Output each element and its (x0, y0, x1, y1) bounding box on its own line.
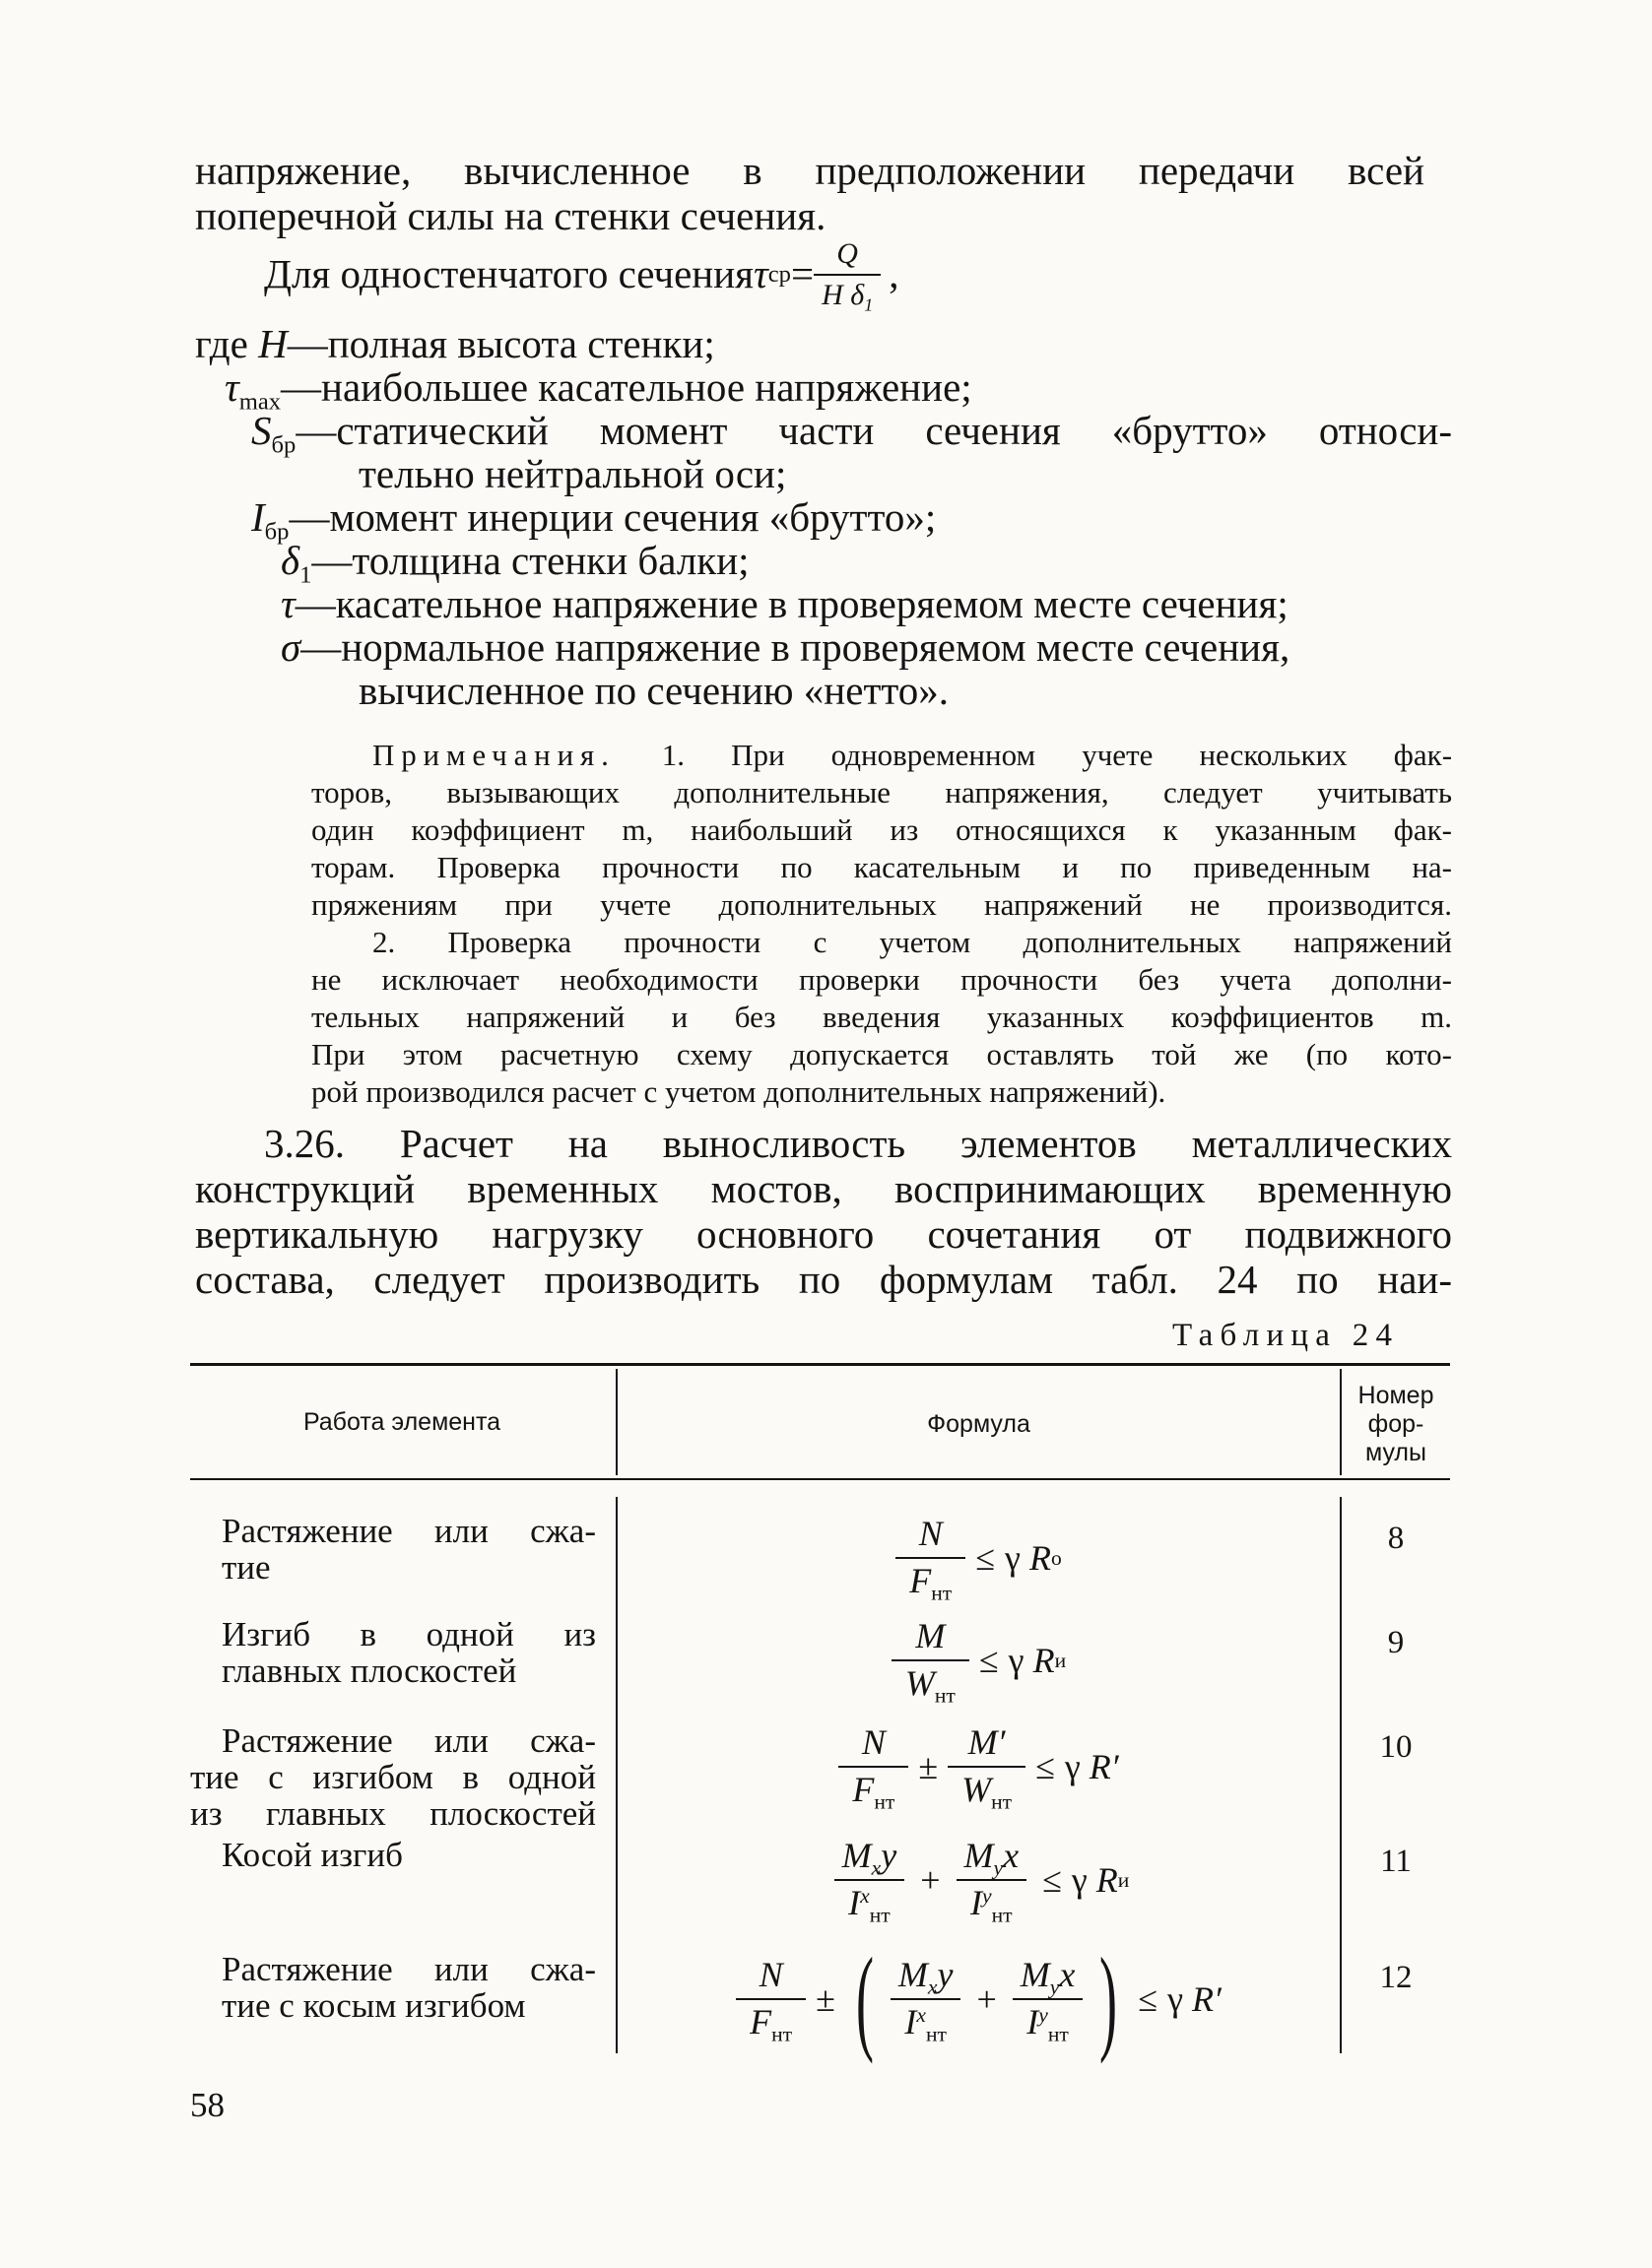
gamma: γ (1064, 1747, 1081, 1786)
denominator (948, 1766, 1025, 1814)
subscript-nt: нт (771, 2022, 793, 2046)
formula-9: $\frac{M}{W_{нт}}$ ≤ γ R и (618, 1611, 1340, 1710)
numerator: N (861, 1722, 886, 1763)
definition-tau-max (225, 364, 972, 416)
definition-subscript: 1 (299, 561, 312, 589)
superscript-x: x (916, 2003, 926, 2028)
pm-sign: ± (816, 1979, 835, 2019)
gamma: γ (1008, 1641, 1024, 1680)
denominator (892, 1659, 969, 1708)
gamma: γ (1005, 1538, 1021, 1578)
tau-den-main: H δ (822, 278, 865, 311)
symbol-W: W (961, 1770, 992, 1809)
denominator (838, 1766, 908, 1814)
note-2-line-1: 2. Проверка прочности с учетом дополнительных напряжений (372, 925, 1452, 959)
page-number: 58 (190, 2086, 225, 2124)
symbol-W: W (904, 1663, 935, 1703)
symbol-F: F (852, 1770, 875, 1809)
work-line: тие с косым изгибом (222, 1985, 526, 2025)
definition-symbol: σ (281, 624, 301, 670)
gamma: γ (1167, 1979, 1183, 2019)
subscript-x: x (927, 1975, 938, 1999)
numerator: M′ (967, 1722, 1006, 1763)
section-line-1: 3.26. Расчет на выносливость элементов металлических (264, 1121, 1452, 1166)
symbol-y: y (937, 1955, 954, 1995)
symbol-M: M (963, 1836, 994, 1876)
symbol-R-prime: R′ (1191, 1979, 1222, 2019)
symbol-x: x (1059, 1955, 1076, 1995)
note-text: 1. При одновременном учете нескольких фак- (661, 738, 1453, 772)
symbol-I: I (848, 1883, 861, 1922)
formula-number-10: 10 (1379, 1729, 1413, 1765)
definition-subscript: max (238, 388, 282, 416)
note-2-line-3: тельных напряжений и без введения указанных коэффициентов m. (311, 1000, 1452, 1034)
fraction (736, 1955, 806, 2046)
le-sign: ≤ (1035, 1747, 1055, 1786)
numerator (828, 1838, 911, 1879)
definition-text: —наибольшее касательное напряжение; (281, 364, 972, 410)
note-1-line-5: пряжениям при учете дополнительных напряжений не производится. (311, 887, 1452, 922)
symbol-M: M (1020, 1955, 1050, 1995)
symbol-R: R (1095, 1860, 1118, 1900)
le-sign: ≤ (975, 1538, 996, 1578)
definition-delta (281, 538, 750, 589)
le-sign: ≤ (978, 1641, 999, 1680)
work-line: главных плоскостей (222, 1651, 517, 1690)
definition-S-br (251, 408, 1452, 459)
table-row-3-work (190, 1723, 596, 1832)
table-row-2-work (222, 1617, 596, 1690)
denominator (1013, 1998, 1083, 2046)
section-line-2: конструкций временных мостов, воспринимающих временную (195, 1166, 1452, 1211)
subscript-x: x (871, 1855, 882, 1880)
formula-12 (618, 1933, 1340, 2064)
work-line: Изгиб в одной из (222, 1615, 596, 1653)
note-1-line-1 (372, 737, 1452, 773)
work-line: Косой изгиб (222, 1836, 403, 1874)
symbol-R: R (1032, 1641, 1055, 1680)
note-2-line-5: рой производился расчет с учетом дополнительных напряжений). (311, 1074, 1166, 1109)
section-line-3: вертикальную нагрузку основного сочетания от подвижного (195, 1211, 1452, 1257)
definition-subscript: бр (271, 431, 297, 459)
superscript-x: x (860, 1884, 870, 1909)
fraction (885, 1955, 967, 2046)
table-header-rule (190, 1478, 1450, 1480)
formula-number-11: 11 (1380, 1844, 1412, 1879)
definition-symbol: τ (225, 364, 239, 410)
subscript-nt: нт (925, 2022, 947, 2046)
fraction (828, 1836, 911, 1927)
subscript-nt: нт (869, 1903, 891, 1927)
table-row-1-work (222, 1514, 596, 1587)
plus-sign: + (920, 1860, 941, 1900)
plus-sign: + (976, 1979, 997, 2019)
denominator (834, 1879, 904, 1927)
note-1-line-2: торов, вызывающих дополнительные напряжения, следует учитывать (311, 775, 1452, 810)
pm-sign: ± (918, 1747, 939, 1786)
definition-text: —толщина стенки балки; (311, 538, 750, 583)
superscript-y: y (982, 1884, 992, 1909)
definition-tau (281, 583, 1289, 626)
intro-line-1: напряжение, вычисленное в предположении передачи всей (195, 148, 1424, 193)
symbol-I: I (1026, 2002, 1039, 2041)
definition-text: —нормальное напряжение в проверяемом месте сечения, (300, 624, 1290, 670)
subscript-y: y (993, 1855, 1004, 1880)
header-number (1342, 1382, 1450, 1466)
tau-tail: , (889, 250, 899, 296)
subscript-nt: нт (1047, 2022, 1069, 2046)
tau-fraction (814, 237, 881, 314)
definition-S-br-cont: тельно нейтральной оси; (359, 451, 787, 496)
tau-den-sub: 1 (864, 293, 874, 314)
definition-symbol: S (251, 408, 272, 453)
subscript-y: y (1049, 1975, 1060, 1999)
tau-denominator (814, 274, 881, 314)
numerator (885, 1957, 967, 1998)
symbol-R-prime: R′ (1089, 1747, 1119, 1786)
numerator: N (918, 1514, 943, 1554)
work-line: Растяжение или сжа- (222, 1721, 596, 1760)
fraction (948, 1722, 1025, 1814)
le-sign: ≤ (1138, 1979, 1158, 2019)
note-1-line-4: торам. Проверка прочности по касательным и по приведенным на- (311, 850, 1452, 884)
note-1-line-3: один коэффициент m, наибольший из относящихся к указанным фак- (311, 812, 1452, 847)
denominator (895, 1557, 965, 1605)
definition-H (195, 323, 715, 366)
formula-number-9: 9 (1387, 1625, 1405, 1660)
subscript-nt: нт (991, 1903, 1013, 1927)
fraction (951, 1836, 1033, 1927)
symbol-y: y (881, 1836, 897, 1876)
symbol-x: x (1003, 1836, 1020, 1876)
tau-formula: Для одностенчатого сечения τ ср = $\frac{Q}{H \delta_1}$ , (264, 237, 899, 314)
fraction (838, 1722, 908, 1814)
symbol-F: F (750, 2002, 772, 2041)
work-line: тие с изгибом в одной (190, 1757, 596, 1796)
definition-text: —касательное напряжение в проверяемом месте сечения; (295, 581, 1289, 626)
definition-subscript: бр (264, 518, 290, 546)
fraction (1007, 1955, 1090, 2046)
header-formula: Формула (927, 1410, 1030, 1438)
table-top-rule (190, 1363, 1450, 1366)
fraction (895, 1514, 965, 1605)
work-line: Растяжение или сжа- (222, 1950, 596, 1988)
work-line: из главных плоскостей (190, 1793, 596, 1833)
definition-symbol: I (251, 494, 265, 540)
work-line: тие (222, 1547, 271, 1587)
intro-line-2: поперечной силы на стенки сечения. (195, 193, 826, 238)
definition-symbol: H (258, 321, 288, 366)
numerator: N (759, 1955, 783, 1995)
formula-11: $\frac{M_xy}{I^x_{нт}}$ + $\frac{M_yx}{I^y_{нт}}$ ≤ γ R и (618, 1826, 1340, 1934)
numerator: M (915, 1616, 946, 1656)
note-2-line-4: При этом расчетную схему допускается оставлять той же (по кото- (311, 1037, 1452, 1071)
tau-equals: = (790, 250, 815, 296)
header-number-line: мулы (1365, 1438, 1426, 1466)
table-row-5-work (222, 1952, 596, 2025)
formula-number-8: 8 (1387, 1521, 1405, 1556)
note-2-line-2: не исключает необходимости проверки прочности без учета дополни- (311, 962, 1452, 997)
symbol-F: F (909, 1561, 932, 1600)
subscript-nt: нт (991, 1789, 1013, 1814)
formula-8: $\frac{N}{F_{нт}}$ ≤ γ R о (618, 1504, 1340, 1612)
subscript-nt: нт (874, 1789, 895, 1814)
header-work: Работа элемента (302, 1408, 501, 1436)
definition-text: —момент инерции сечения «брутто»; (289, 494, 937, 540)
definition-symbol: δ (281, 538, 300, 583)
definition-lead: где (195, 321, 259, 366)
denominator (891, 1998, 960, 2046)
numerator (1007, 1957, 1090, 1998)
le-sign: ≤ (1042, 1860, 1062, 1900)
formula-number-12: 12 (1379, 1960, 1413, 1995)
definition-text: —статический момент части сечения «брутто» относи- (296, 408, 1452, 453)
symbol-I: I (970, 1883, 983, 1922)
formula-10 (618, 1716, 1340, 1818)
definition-symbol: τ (281, 581, 296, 626)
work-line: Растяжение или сжа- (222, 1512, 596, 1550)
left-paren: ( (855, 1933, 874, 2064)
gamma: γ (1071, 1860, 1088, 1900)
fraction (892, 1616, 969, 1708)
definition-text: —полная высота стенки; (287, 321, 715, 366)
subscript-nt: нт (931, 1581, 953, 1605)
denominator (957, 1879, 1026, 1927)
numerator (951, 1838, 1033, 1879)
denominator (736, 1998, 806, 2046)
table-caption: Таблица 24 (1172, 1318, 1400, 1353)
header-number-line: Номер (1357, 1382, 1434, 1409)
header-number-line: фор- (1367, 1409, 1424, 1438)
tau-formula-lead: Для одностенчатого сечения (264, 250, 755, 296)
superscript-y: y (1038, 2003, 1048, 2028)
tau-numerator: Q (836, 237, 858, 270)
definition-sigma (281, 626, 1289, 670)
definition-I-br (251, 494, 937, 546)
right-paren: ) (1099, 1933, 1118, 2064)
section-line-4: состава, следует производить по формулам табл. 24 по наи- (195, 1257, 1452, 1302)
table-row-4-work (222, 1838, 596, 1874)
definition-sigma-cont: вычисленное по сечению «нетто». (359, 668, 949, 713)
symbol-I: I (904, 2002, 917, 2041)
symbol-M: M (841, 1836, 872, 1876)
notes-title: Примечания. (372, 738, 616, 772)
subscript-nt: нт (934, 1683, 956, 1708)
tau-symbol: τ (754, 250, 768, 296)
symbol-R: R (1028, 1538, 1051, 1578)
symbol-M: M (897, 1955, 928, 1995)
